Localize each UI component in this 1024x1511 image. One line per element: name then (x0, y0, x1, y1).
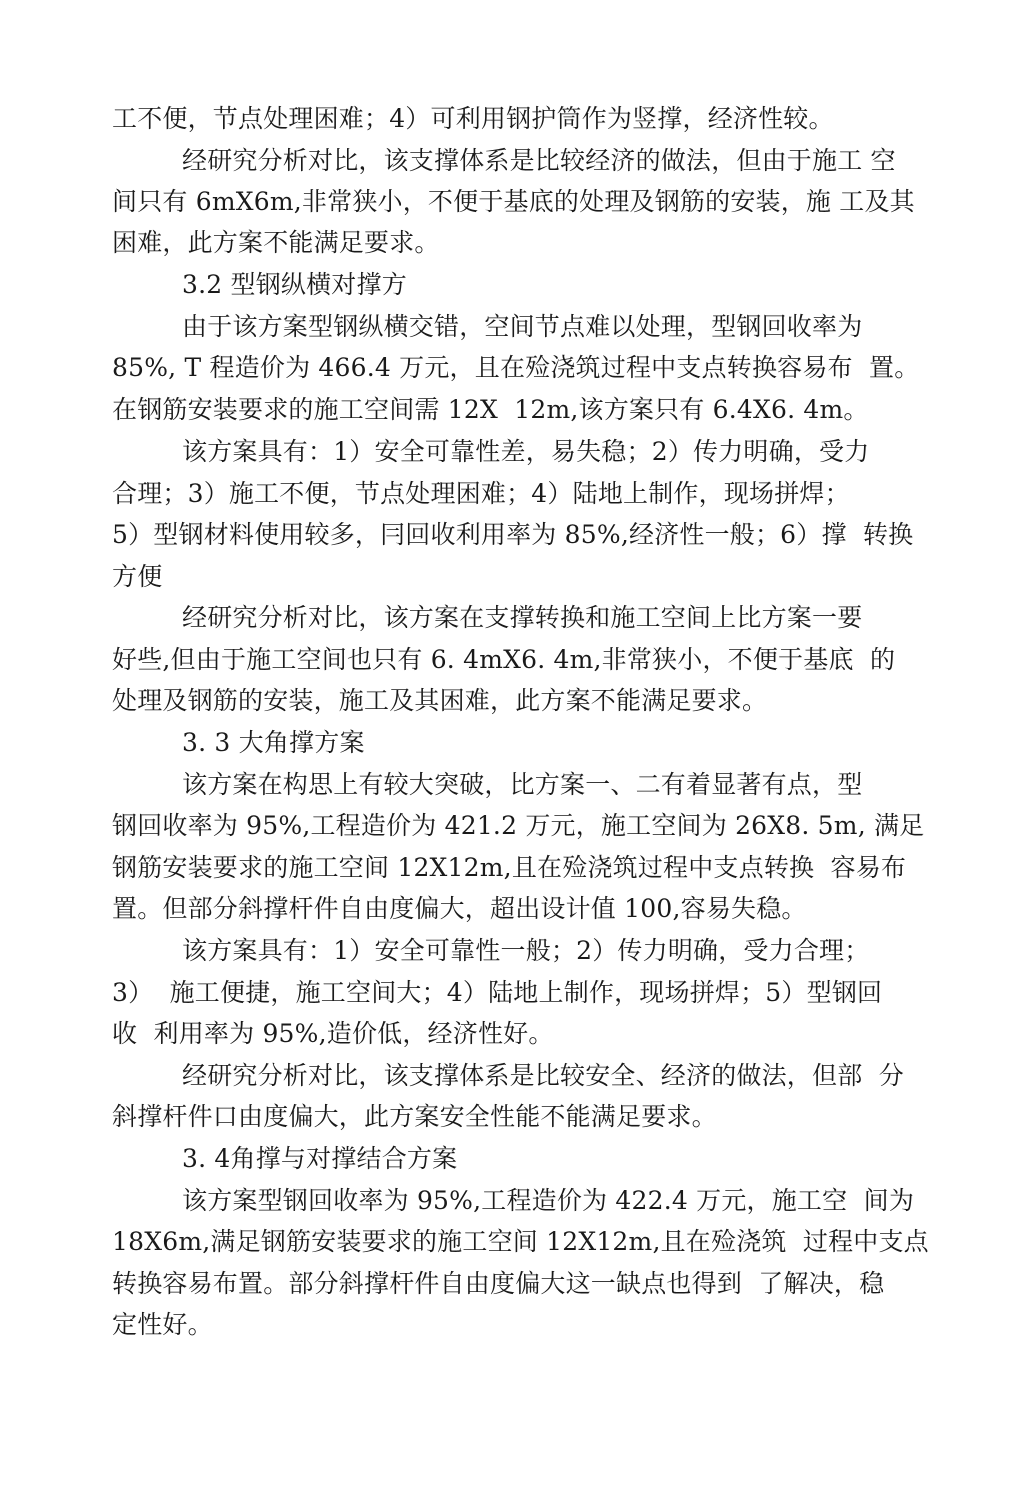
paragraph-line: 好些,但由于施工空间也只有 6. 4mX6. 4m,非常狭小，不便于基底 的 (112, 645, 896, 674)
paragraph-line: 该方案具有：1）安全可靠性差，易失稳；2）传力明确，受力 (182, 437, 870, 466)
paragraph-line: 由于该方案型钢纵横交错，空间节点难以处理，型钢回收率为 (182, 312, 863, 341)
paragraph-line: 定性好。 (112, 1310, 213, 1339)
section-heading: 3. 3 大角撑方案 (182, 728, 365, 757)
paragraph-line: 斜撑杆件口由度偏大，此方案安全性能不能满足要求。 (112, 1102, 717, 1131)
paragraph-line: 经研究分析对比，该支撑体系是比较安全、经济的做法，但部 分 (182, 1061, 904, 1090)
paragraph-line: 5）型钢材料使用较多，冃回收利用率为 85%,经济性一般；6）撑 转换 (112, 520, 914, 549)
paragraph-line: 困难，此方案不能满足要求。 (112, 228, 440, 257)
paragraph-line: 在钢筋安装要求的施工空间需 12X 12m,该方案只有 6.4X6. 4m。 (112, 395, 869, 424)
section-heading: 3. 4角撑与对撑结合方案 (182, 1144, 458, 1173)
paragraph-line: 方便 (112, 562, 163, 591)
paragraph-line: 转换容易布置。部分斜撑杆件自由度偏大这一缺点也得到 了解决，稳 (112, 1269, 885, 1298)
paragraph-line: 该方案具有：1）安全可靠性一般；2）传力明确，受力合理； (182, 936, 870, 965)
section-heading: 3.2 型钢纵横对撑方 (182, 270, 407, 299)
paragraph-line: 3） 施工便捷，施工空间大；4）陆地上制作，现场拼焊；5）型钢回 (112, 978, 883, 1007)
paragraph-line: 钢筋安装要求的施工空间 12X12m,且在殓浇筑过程中支点转换 容易布 (112, 853, 907, 882)
paragraph-line: 置。但部分斜撑杆件自由度偏大，超出设计值 100,容易失稳。 (112, 894, 807, 923)
paragraph-line: 处理及钢筋的安装，施工及其困难，此方案不能满足要求。 (112, 686, 768, 715)
paragraph-line: 18X6m,满足钢筋安装要求的施工空间 12X12m,且在殓浇筑 过程中支点 (112, 1227, 929, 1256)
paragraph-line: 经研究分析对比，该方案在支撑转换和施工空间上比方案一要 (182, 603, 863, 632)
paragraph-line: 工不便，节点处理困难；4）可利用钢护筒作为竖撑，经济性较。 (112, 104, 834, 133)
paragraph-line: 间只有 6mX6m,非常狭小，不便于基底的处理及钢筋的安装，施 工及其 (112, 187, 915, 216)
paragraph-line: 该方案在构思上有较大突破，比方案一、二有着显著有点，型 (182, 770, 863, 799)
paragraph-line: 经研究分析对比，该支撑体系是比较经济的做法，但由于施工 空 (182, 146, 896, 175)
paragraph-line: 收 利用率为 95%,造价低，经济性好。 (112, 1019, 554, 1048)
paragraph-line: 85%, T 程造价为 466.4 万元，且在殓浇筑过程中支点转换容易布 置。 (112, 353, 920, 382)
paragraph-line: 钢回收率为 95%,工程造价为 421.2 万元，施工空间为 26X8. 5m, 满足 (112, 811, 925, 840)
paragraph-line: 合理；3）施工不便，节点处理困难；4）陆地上制作，现场拼焊； (112, 479, 850, 508)
paragraph-line: 该方案型钢回收率为 95%,工程造价为 422.4 万元，施工空 间为 (182, 1186, 915, 1215)
